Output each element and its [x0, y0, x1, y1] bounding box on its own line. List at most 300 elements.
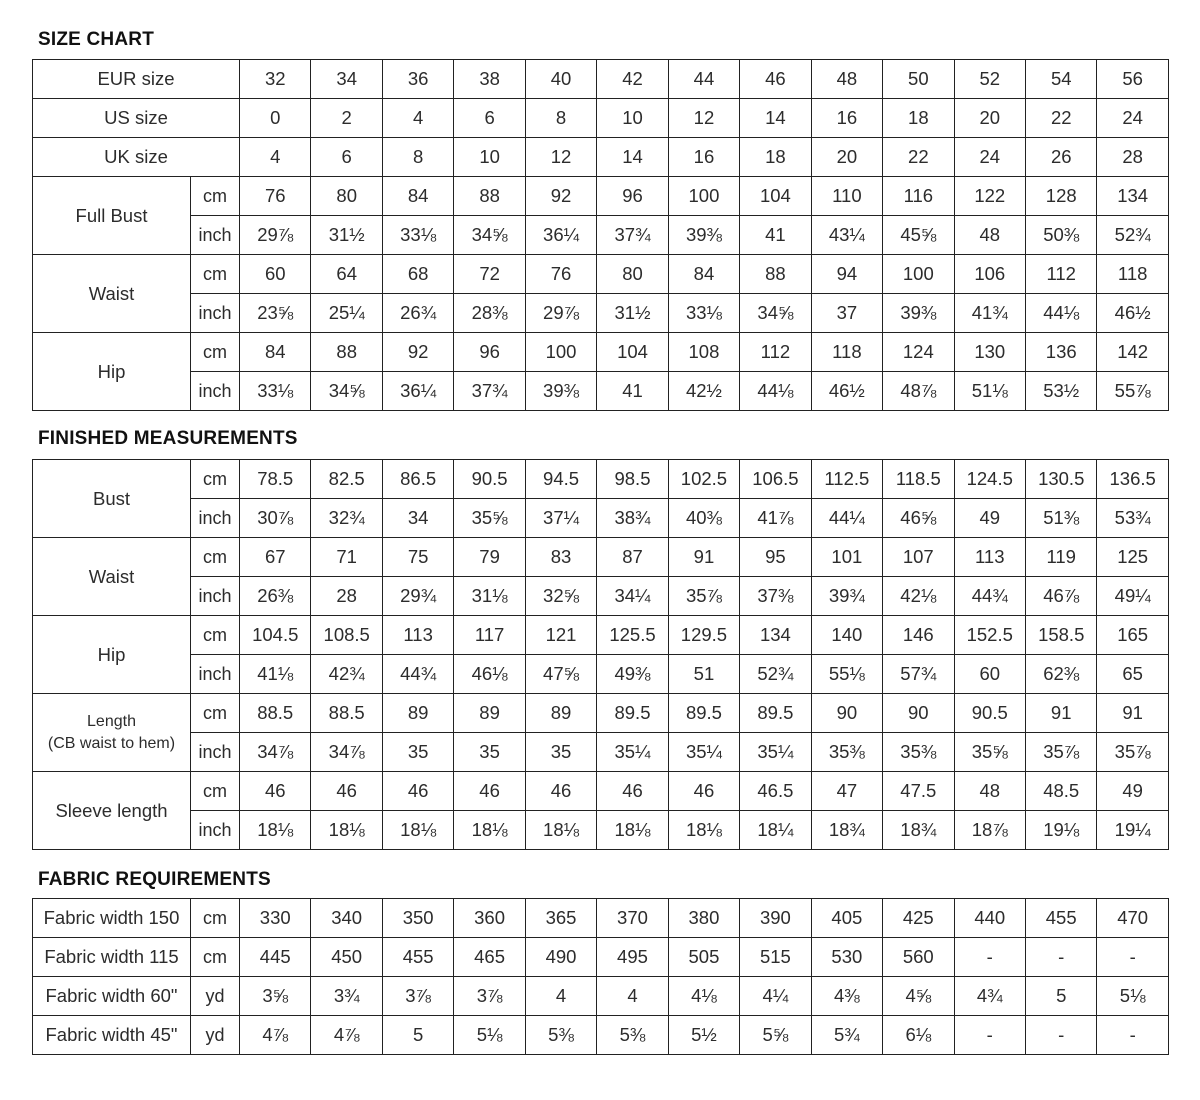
value-cell: 28 [311, 577, 382, 616]
value-cell: 90.5 [454, 460, 525, 499]
size-chart-title: SIZE CHART [38, 29, 154, 50]
row-label: EUR size [33, 60, 240, 99]
unit-cell: inch [191, 499, 240, 538]
measurement-row [33, 811, 1169, 850]
value-cell: 41⅞ [740, 499, 811, 538]
value-cell: 390 [740, 899, 811, 938]
value-cell: 46 [311, 772, 382, 811]
unit-cell: inch [191, 294, 240, 333]
value-cell: 89.5 [740, 694, 811, 733]
value-cell: 10 [454, 138, 525, 177]
value-cell: 18¼ [740, 811, 811, 850]
value-cell: 53¾ [1097, 499, 1168, 538]
value-cell: 46 [240, 772, 311, 811]
value-cell: 26⅜ [240, 577, 311, 616]
value-cell: 91 [668, 538, 739, 577]
value-cell: 4 [525, 977, 596, 1016]
value-cell: 40 [525, 60, 596, 99]
value-cell: 48 [954, 216, 1025, 255]
value-cell: 22 [883, 138, 954, 177]
unit-cell: yd [191, 977, 240, 1016]
unit-cell: cm [191, 694, 240, 733]
value-cell: 31⅛ [454, 577, 525, 616]
value-cell: 5⅝ [740, 1016, 811, 1055]
unit-cell: cm [191, 616, 240, 655]
value-cell: 34 [382, 499, 453, 538]
measurement-row [33, 772, 1169, 811]
value-cell: 60 [240, 255, 311, 294]
value-cell: 26 [1026, 138, 1097, 177]
value-cell: 86.5 [382, 460, 453, 499]
value-cell: 136 [1026, 333, 1097, 372]
value-cell: 3⅞ [382, 977, 453, 1016]
value-cell: 33⅛ [240, 372, 311, 411]
value-cell: 112 [1026, 255, 1097, 294]
value-cell: 6 [454, 99, 525, 138]
value-cell: 20 [954, 99, 1025, 138]
value-cell: 35⅜ [811, 733, 882, 772]
value-cell: 35 [454, 733, 525, 772]
value-cell: 470 [1097, 899, 1168, 938]
value-cell: 165 [1097, 616, 1168, 655]
value-cell: 12 [525, 138, 596, 177]
value-cell: 89 [525, 694, 596, 733]
value-cell: 44¼ [811, 499, 882, 538]
value-cell: 49 [1097, 772, 1168, 811]
value-cell: 425 [883, 899, 954, 938]
value-cell: 90.5 [954, 694, 1025, 733]
value-cell: 4⅝ [883, 977, 954, 1016]
value-cell: 33⅛ [668, 294, 739, 333]
value-cell: 119 [1025, 538, 1096, 577]
value-cell: 350 [382, 899, 453, 938]
value-cell: 53½ [1026, 372, 1097, 411]
value-cell: 49 [954, 499, 1025, 538]
value-cell: 32⅝ [525, 577, 596, 616]
value-cell: 36¼ [525, 216, 596, 255]
value-cell: 118 [811, 333, 882, 372]
value-cell: 12 [668, 99, 739, 138]
value-cell: 88.5 [240, 694, 311, 733]
value-cell: 34⅞ [311, 733, 382, 772]
value-cell: 100 [668, 177, 739, 216]
value-cell: 44⅛ [740, 372, 811, 411]
value-cell: 65 [1097, 655, 1168, 694]
value-cell: 57¾ [883, 655, 954, 694]
value-cell: 405 [811, 899, 882, 938]
value-cell: 98.5 [597, 460, 668, 499]
value-cell: 72 [454, 255, 525, 294]
group-label: Full Bust [33, 177, 191, 255]
value-cell: 360 [454, 899, 525, 938]
value-cell: 96 [454, 333, 525, 372]
value-cell: 51⅛ [954, 372, 1025, 411]
measurement-row [33, 372, 1169, 411]
value-cell: 5 [382, 1016, 453, 1055]
measurement-row [33, 294, 1169, 333]
fabric-requirements-table [32, 898, 1169, 1055]
value-cell: 118 [1097, 255, 1168, 294]
value-cell: 4⅛ [668, 977, 739, 1016]
value-cell: 4¾ [954, 977, 1025, 1016]
value-cell: 455 [1025, 899, 1096, 938]
value-cell: 4 [597, 977, 668, 1016]
value-cell: 44⅛ [1026, 294, 1097, 333]
value-cell: 4¼ [740, 977, 811, 1016]
value-cell: 46 [740, 60, 811, 99]
measurement-row [33, 616, 1169, 655]
value-cell: 5⅜ [597, 1016, 668, 1055]
value-cell: 35¼ [740, 733, 811, 772]
measurement-row [33, 655, 1169, 694]
value-cell: 76 [525, 255, 596, 294]
value-cell: - [1097, 1016, 1168, 1055]
value-cell: 45⅝ [883, 216, 954, 255]
value-cell: 46 [382, 772, 453, 811]
value-cell: 36¼ [382, 372, 453, 411]
value-cell: 530 [811, 938, 882, 977]
value-cell: 49¼ [1097, 577, 1168, 616]
value-cell: 10 [597, 99, 668, 138]
value-cell: 35⅞ [1025, 733, 1096, 772]
value-cell: 124 [883, 333, 954, 372]
value-cell: 39¾ [811, 577, 882, 616]
value-cell: 30⅞ [240, 499, 311, 538]
unit-cell: inch [191, 733, 240, 772]
value-cell: 80 [597, 255, 668, 294]
value-cell: 89.5 [597, 694, 668, 733]
value-cell: 18 [740, 138, 811, 177]
value-cell: 46 [454, 772, 525, 811]
value-cell: 38 [454, 60, 525, 99]
value-cell: 8 [382, 138, 453, 177]
value-cell: 108.5 [311, 616, 382, 655]
value-cell: 380 [668, 899, 739, 938]
value-cell: 6⅛ [883, 1016, 954, 1055]
value-cell: 52¾ [740, 655, 811, 694]
value-cell: 33⅛ [382, 216, 453, 255]
finished-measurements-table [32, 459, 1169, 850]
value-cell: 39⅜ [883, 294, 954, 333]
group-label: Hip [33, 333, 191, 411]
value-cell: 34⅝ [311, 372, 382, 411]
value-cell: 152.5 [954, 616, 1025, 655]
value-cell: 5½ [668, 1016, 739, 1055]
value-cell: 19¼ [1097, 811, 1168, 850]
value-cell: 23⅝ [240, 294, 311, 333]
size-row [33, 60, 1169, 99]
value-cell: 83 [525, 538, 596, 577]
value-cell: 89 [382, 694, 453, 733]
value-cell: 5⅜ [525, 1016, 596, 1055]
value-cell: 125.5 [597, 616, 668, 655]
value-cell: 41 [740, 216, 811, 255]
value-cell: 19⅛ [1025, 811, 1096, 850]
value-cell: 90 [811, 694, 882, 733]
value-cell: 35⅞ [1097, 733, 1168, 772]
value-cell: 46½ [811, 372, 882, 411]
value-cell: 41¾ [954, 294, 1025, 333]
fabric-row [33, 938, 1169, 977]
value-cell: 40⅜ [668, 499, 739, 538]
value-cell: 16 [668, 138, 739, 177]
value-cell: 52¾ [1097, 216, 1168, 255]
value-cell: 18⅛ [668, 811, 739, 850]
value-cell: 515 [740, 938, 811, 977]
value-cell: 18¾ [811, 811, 882, 850]
value-cell: 26¾ [382, 294, 453, 333]
value-cell: 106 [954, 255, 1025, 294]
value-cell: 108 [668, 333, 739, 372]
value-cell: 46½ [1097, 294, 1168, 333]
unit-cell: inch [191, 577, 240, 616]
value-cell: - [954, 1016, 1025, 1055]
value-cell: - [1097, 938, 1168, 977]
value-cell: 450 [311, 938, 382, 977]
value-cell: 34 [311, 60, 382, 99]
value-cell: 36 [382, 60, 453, 99]
value-cell: 84 [668, 255, 739, 294]
measurement-row [33, 538, 1169, 577]
value-cell: 495 [597, 938, 668, 977]
value-cell: 87 [597, 538, 668, 577]
value-cell: 340 [311, 899, 382, 938]
unit-cell: cm [191, 255, 240, 294]
value-cell: 96 [597, 177, 668, 216]
value-cell: 16 [811, 99, 882, 138]
value-cell: 4 [240, 138, 311, 177]
fabric-requirements-title: FABRIC REQUIREMENTS [38, 869, 271, 890]
value-cell: 118.5 [883, 460, 954, 499]
value-cell: 24 [954, 138, 1025, 177]
unit-cell: inch [191, 372, 240, 411]
value-cell: 29⅞ [525, 294, 596, 333]
group-label-sub: (CB waist to hem) [47, 734, 176, 752]
measurement-row [33, 733, 1169, 772]
value-cell: 117 [454, 616, 525, 655]
value-cell: 5⅛ [1097, 977, 1168, 1016]
group-label: Bust [33, 460, 191, 538]
value-cell: 55⅞ [1097, 372, 1168, 411]
value-cell: 55⅛ [811, 655, 882, 694]
value-cell: 455 [382, 938, 453, 977]
value-cell: 89.5 [668, 694, 739, 733]
value-cell: 129.5 [668, 616, 739, 655]
finished-measurements-title: FINISHED MEASUREMENTS [38, 428, 298, 449]
value-cell: 116 [883, 177, 954, 216]
value-cell: 60 [954, 655, 1025, 694]
value-cell: 35¼ [597, 733, 668, 772]
measurement-row [33, 216, 1169, 255]
value-cell: 104 [740, 177, 811, 216]
unit-cell: yd [191, 1016, 240, 1055]
unit-cell: cm [191, 938, 240, 977]
value-cell: 4 [382, 99, 453, 138]
group-label [33, 694, 191, 772]
value-cell: 91 [1025, 694, 1096, 733]
value-cell: 18⅞ [954, 811, 1025, 850]
row-label: UK size [33, 138, 240, 177]
unit-cell: cm [191, 899, 240, 938]
value-cell: 41 [597, 372, 668, 411]
value-cell: 4⅞ [240, 1016, 311, 1055]
value-cell: 80 [311, 177, 382, 216]
unit-cell: cm [191, 538, 240, 577]
value-cell: 47.5 [883, 772, 954, 811]
value-cell: 51⅜ [1025, 499, 1096, 538]
measurement-row [33, 177, 1169, 216]
value-cell: 100 [525, 333, 596, 372]
value-cell: 101 [811, 538, 882, 577]
value-cell: 18⅛ [525, 811, 596, 850]
value-cell: 18⅛ [454, 811, 525, 850]
value-cell: 25¼ [311, 294, 382, 333]
value-cell: 158.5 [1025, 616, 1096, 655]
value-cell: 42¾ [311, 655, 382, 694]
value-cell: 14 [597, 138, 668, 177]
value-cell: 440 [954, 899, 1025, 938]
value-cell: - [1025, 938, 1096, 977]
value-cell: 445 [240, 938, 311, 977]
value-cell: 92 [525, 177, 596, 216]
value-cell: 35 [382, 733, 453, 772]
value-cell: 52 [954, 60, 1025, 99]
group-label: Waist [33, 538, 191, 616]
value-cell: 110 [811, 177, 882, 216]
value-cell: 107 [883, 538, 954, 577]
value-cell: 24 [1097, 99, 1168, 138]
value-cell: 35⅜ [883, 733, 954, 772]
size-row [33, 99, 1169, 138]
value-cell: 29⅞ [240, 216, 311, 255]
value-cell: 46⅞ [1025, 577, 1096, 616]
value-cell: 106.5 [740, 460, 811, 499]
value-cell: 5⅛ [454, 1016, 525, 1055]
value-cell: 47⅝ [525, 655, 596, 694]
unit-cell: inch [191, 655, 240, 694]
value-cell: 4⅜ [811, 977, 882, 1016]
value-cell: 47 [811, 772, 882, 811]
value-cell: 505 [668, 938, 739, 977]
value-cell: 465 [454, 938, 525, 977]
value-cell: 46 [597, 772, 668, 811]
value-cell: 365 [525, 899, 596, 938]
value-cell: 130 [954, 333, 1025, 372]
value-cell: 28 [1097, 138, 1168, 177]
value-cell: 44¾ [382, 655, 453, 694]
value-cell: 142 [1097, 333, 1168, 372]
value-cell: 5 [1025, 977, 1096, 1016]
value-cell: 8 [525, 99, 596, 138]
value-cell: 37 [811, 294, 882, 333]
value-cell: 100 [883, 255, 954, 294]
value-cell: 102.5 [668, 460, 739, 499]
group-label-main: Length [87, 712, 136, 730]
value-cell: 88 [311, 333, 382, 372]
value-cell: 104.5 [240, 616, 311, 655]
value-cell: 43¼ [811, 216, 882, 255]
value-cell: 3⅝ [240, 977, 311, 1016]
row-label: Fabric width 150 [33, 899, 191, 938]
value-cell: - [954, 938, 1025, 977]
value-cell: 128 [1026, 177, 1097, 216]
value-cell: 14 [740, 99, 811, 138]
value-cell: 3⅞ [454, 977, 525, 1016]
row-label: Fabric width 45" [33, 1016, 191, 1055]
value-cell: 44¾ [954, 577, 1025, 616]
value-cell: 42⅛ [883, 577, 954, 616]
row-label: US size [33, 99, 240, 138]
value-cell: 79 [454, 538, 525, 577]
value-cell: 38¾ [597, 499, 668, 538]
value-cell: 28⅜ [454, 294, 525, 333]
value-cell: 113 [954, 538, 1025, 577]
value-cell: 2 [311, 99, 382, 138]
group-label: Sleeve length [33, 772, 191, 850]
value-cell: 134 [1097, 177, 1168, 216]
value-cell: 48 [811, 60, 882, 99]
value-cell: 125 [1097, 538, 1168, 577]
value-cell: 35¼ [668, 733, 739, 772]
value-cell: 35 [525, 733, 596, 772]
value-cell: 94 [811, 255, 882, 294]
value-cell: 34⅞ [240, 733, 311, 772]
measurement-row [33, 694, 1169, 733]
measurement-row [33, 255, 1169, 294]
value-cell: 92 [382, 333, 453, 372]
value-cell: 330 [240, 899, 311, 938]
value-cell: 56 [1097, 60, 1168, 99]
value-cell: 32 [240, 60, 311, 99]
value-cell: 78.5 [240, 460, 311, 499]
value-cell: 22 [1026, 99, 1097, 138]
value-cell: 121 [525, 616, 596, 655]
value-cell: 18¾ [883, 811, 954, 850]
value-cell: 44 [668, 60, 739, 99]
unit-cell: inch [191, 216, 240, 255]
row-label: Fabric width 60" [33, 977, 191, 1016]
row-label: Fabric width 115 [33, 938, 191, 977]
value-cell: 46⅛ [454, 655, 525, 694]
value-cell: 89 [454, 694, 525, 733]
value-cell: 490 [525, 938, 596, 977]
value-cell: 112 [740, 333, 811, 372]
value-cell: 62⅜ [1025, 655, 1096, 694]
value-cell: 42½ [668, 372, 739, 411]
value-cell: 112.5 [811, 460, 882, 499]
value-cell: 134 [740, 616, 811, 655]
value-cell: 31½ [597, 294, 668, 333]
group-label: Hip [33, 616, 191, 694]
fabric-row [33, 1016, 1169, 1055]
value-cell: 50⅜ [1026, 216, 1097, 255]
value-cell: 67 [240, 538, 311, 577]
measurement-row [33, 577, 1169, 616]
value-cell: 146 [883, 616, 954, 655]
value-cell: 46.5 [740, 772, 811, 811]
value-cell: 0 [240, 99, 311, 138]
value-cell: 48.5 [1025, 772, 1096, 811]
value-cell: 35⅝ [454, 499, 525, 538]
value-cell: 51 [668, 655, 739, 694]
value-cell: 18⅛ [240, 811, 311, 850]
group-label: Waist [33, 255, 191, 333]
value-cell: 64 [311, 255, 382, 294]
unit-cell: cm [191, 177, 240, 216]
value-cell: 37¼ [525, 499, 596, 538]
value-cell: 50 [883, 60, 954, 99]
value-cell: 84 [382, 177, 453, 216]
